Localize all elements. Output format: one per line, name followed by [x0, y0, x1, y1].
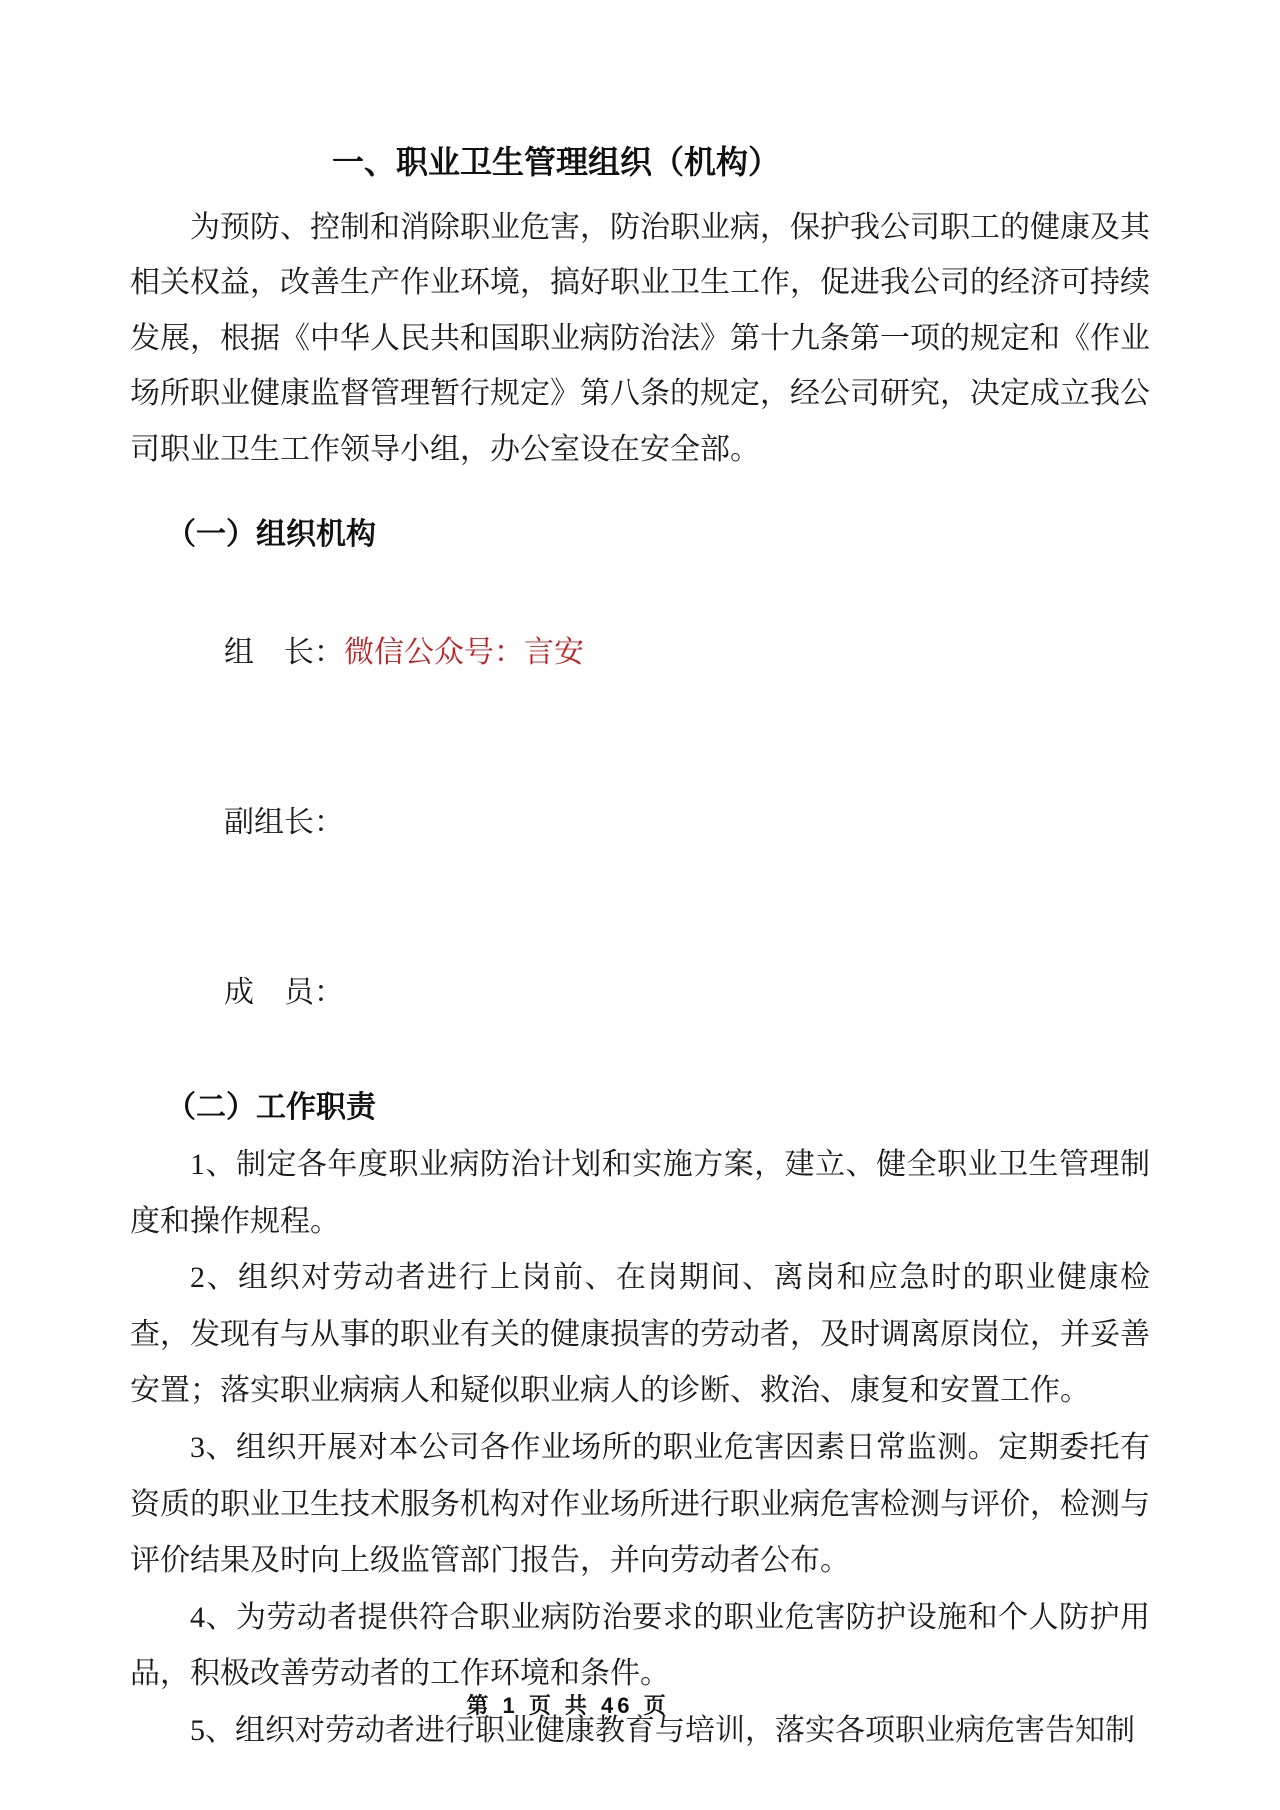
- role-line-leader: [130, 570, 1150, 735]
- document-title: 一、职业卫生管理组织（机构）: [331, 144, 780, 180]
- role-line-members: [130, 910, 1150, 1075]
- role-line-deputy: [130, 740, 1150, 905]
- section-heading-organization: （一）组织机构: [166, 518, 376, 552]
- document-content: [130, 132, 1150, 1760]
- page-footer: 第 1 页 共 46 页: [466, 1693, 670, 1718]
- duty-item-2: 2、组织对劳动者进行上岗前、在岗期间、离岗和应急时的职业健康检查，发现有与从事的职业有关的健康损害的劳动者，及时调离原岗位，并妥善安置；落实职业病病人和疑似职业病人的诊断、救治、康复和安置工作。: [130, 1261, 1150, 1408]
- role-list: [130, 570, 1150, 1075]
- role-value-leader: 微信公众号：言安: [344, 636, 584, 670]
- duty-item-4: 4、为劳动者提供符合职业病防治要求的职业危害防护设施和个人防护用品，积极改善劳动者的工作环境和条件。: [130, 1600, 1150, 1691]
- duty-item-5: 5、组织对劳动者进行职业健康教育与培训，落实各项职业病危害告知制: [190, 1713, 1135, 1747]
- intro-paragraph: 为预防、控制和消除职业危害，防治职业病，保护我公司职工的健康及其相关权益，改善生产作业环境，搞好职业卫生工作，促进我公司的经济可持续发展，根据《中华人民共和国职业病防治法》第十九条第一项的规定和《作业场所职业健康监督管理暂行规定》第八条的规定，经公司研究，决定成立我公司职业卫生工作领导小组，办公室设在安全部。: [130, 211, 1150, 466]
- duty-list: [130, 1137, 1150, 1760]
- role-label-deputy: 副组长：: [224, 806, 344, 840]
- role-label-members: 成 员：: [224, 976, 344, 1010]
- duty-item-1: 1、制定各年度职业病防治计划和实施方案，建立、健全职业卫生管理制度和操作规程。: [130, 1148, 1150, 1238]
- duty-item-3: 3、组织开展对本公司各作业场所的职业危害因素日常监测。定期委托有资质的职业卫生技术服务机构对作业场所进行职业病危害检测与评价，检测与评价结果及时向上级监管部门报告，并向劳动者公布。: [130, 1431, 1150, 1578]
- role-label-leader: 组 长：: [224, 636, 344, 670]
- section-heading-duties: （二）工作职责: [166, 1091, 376, 1125]
